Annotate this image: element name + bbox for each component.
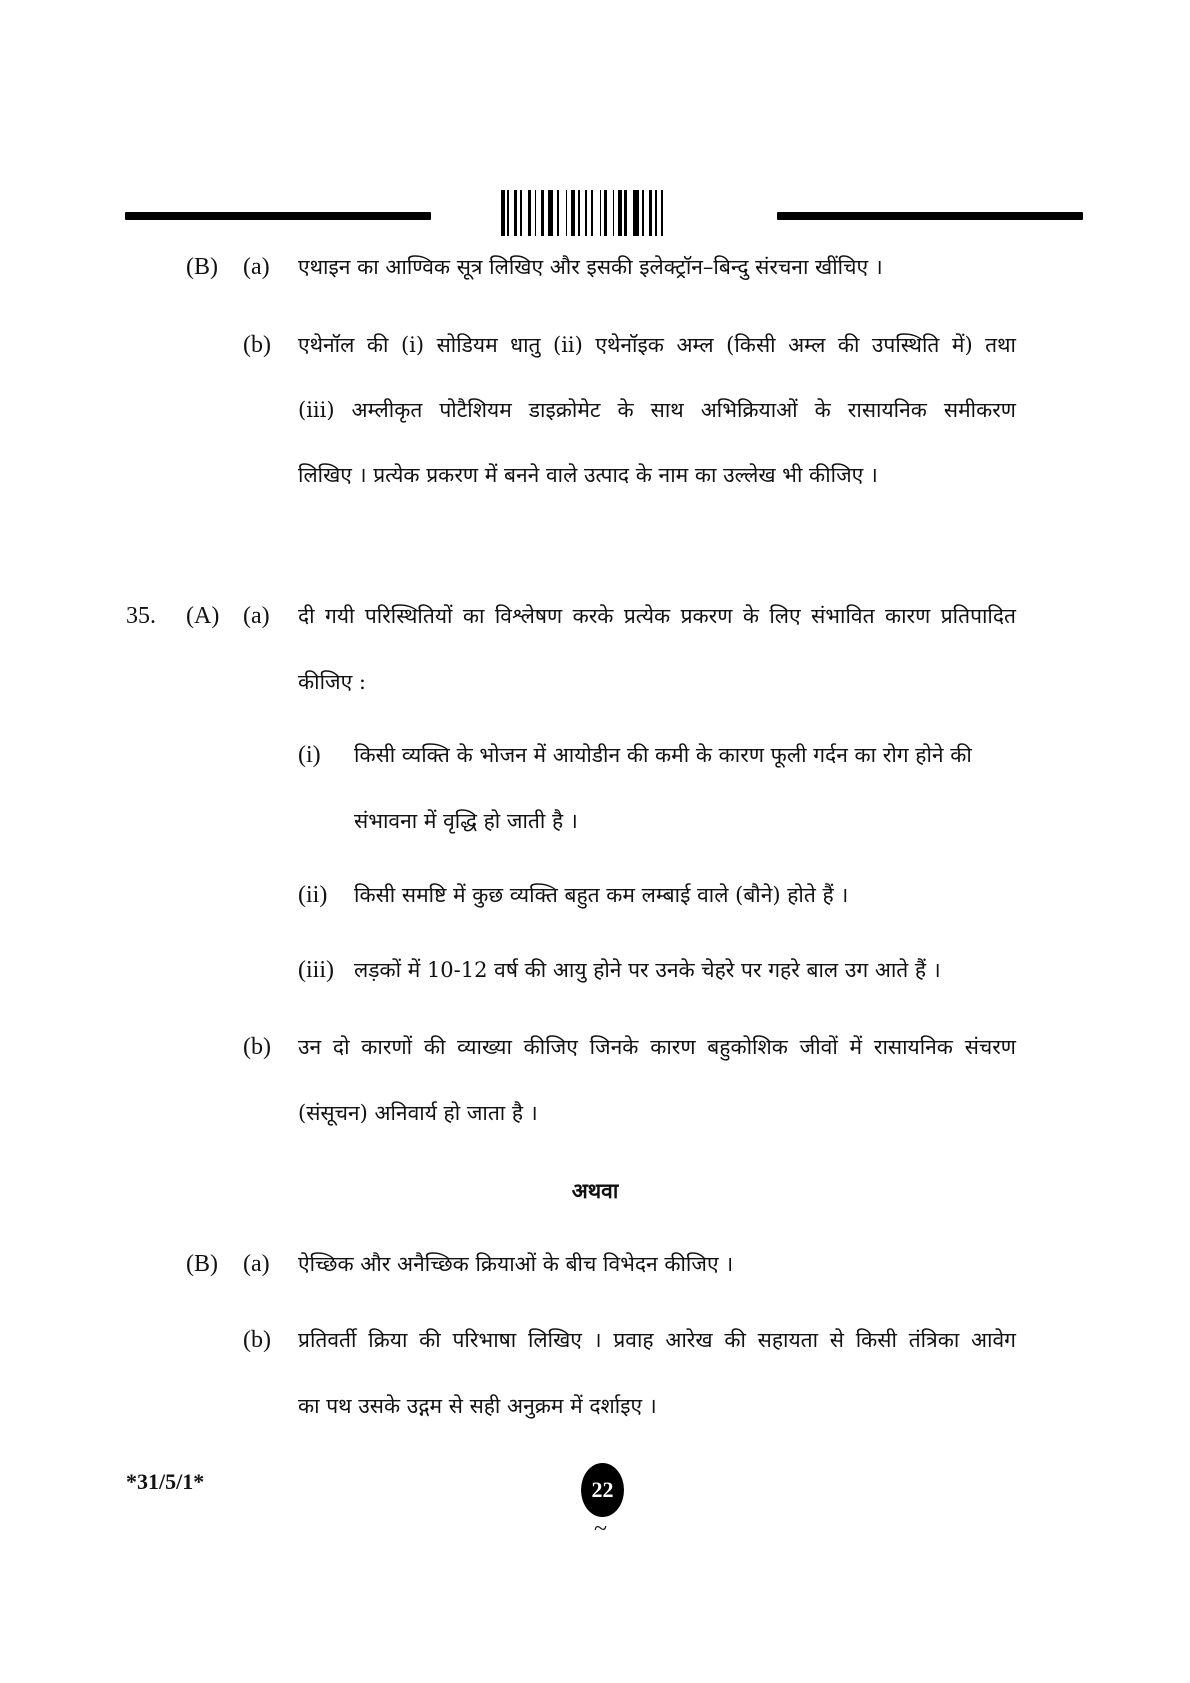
question-text-line: लिखिए । प्रत्येक प्रकरण में बनने वाले उत्पाद के नाम का उल्लेख भी कीजिए । bbox=[298, 463, 878, 487]
question-text-line: दी गयी परिस्थितियों का विश्लेषण करके प्रत्येक प्रकरण के लिए संभावित कारण प्रतिपादित bbox=[298, 604, 1016, 628]
part-label: (b) bbox=[243, 1327, 271, 1353]
sub-item-label: (i) bbox=[298, 742, 321, 768]
question-text-line: प्रतिवर्ती क्रिया की परिभाषा लिखिए । प्रवाह आरेख की सहायता से किसी तंत्रिका आवेग bbox=[298, 1328, 1016, 1352]
part-label: (a) bbox=[243, 603, 270, 629]
sub-item-text-line: किसी समष्टि में कुछ व्यक्ति बहुत कम लम्बाई वाले (बौने) होते हैं । bbox=[354, 883, 849, 907]
question-text-line: एथेनॉल की (i) सोडियम धातु (ii) एथेनॉइक अम्ल (किसी अम्ल की उपस्थिति में) तथा bbox=[298, 333, 1016, 357]
question-text-line: कीजिए : bbox=[298, 670, 366, 694]
part-label: (a) bbox=[243, 1251, 270, 1277]
option-label: (B) bbox=[186, 254, 218, 280]
part-label: (a) bbox=[243, 254, 270, 280]
question-text-line: (iii) अम्लीकृत पोटैशियम डाइक्रोमेट के साथ अभिक्रियाओं के रासायनिक समीकरण bbox=[298, 398, 1016, 422]
option-label: (A) bbox=[186, 603, 220, 629]
sub-item-label: (ii) bbox=[298, 882, 328, 908]
barcode-gap bbox=[663, 190, 668, 236]
part-label: (b) bbox=[243, 1034, 271, 1060]
question-text: ऐच्छिक और अनैच्छिक क्रियाओं के बीच विभेदन कीजिए । bbox=[298, 1252, 734, 1276]
part-label: (b) bbox=[243, 332, 271, 358]
tilde-mark: ~ bbox=[594, 1516, 607, 1542]
sub-item-label: (iii) bbox=[298, 957, 334, 983]
sub-item-text-line: लड़कों में 10-12 वर्ष की आयु होने पर उनके चेहरे पर गहरे बाल उग आते हैं । bbox=[354, 958, 941, 982]
sub-item-text-line: किसी व्यक्ति के भोजन में आयोडीन की कमी के कारण फूली गर्दन का रोग होने की bbox=[354, 743, 972, 767]
barcode bbox=[501, 190, 693, 236]
paper-code: *31/5/1* bbox=[126, 1469, 205, 1494]
header-rule-right bbox=[777, 212, 1083, 220]
question-text-line: का पथ उसके उद्गम से सही अनुक्रम में दर्शाइए । bbox=[298, 1394, 657, 1418]
page-number: 22 bbox=[591, 1477, 614, 1502]
page-number-badge bbox=[581, 1463, 624, 1517]
question-number: 35. bbox=[126, 603, 156, 629]
question-text: एथाइन का आण्विक सूत्र लिखिए और इसकी इलेक्ट्रॉन–बिन्दु संरचना खींचिए । bbox=[298, 255, 883, 279]
option-label: (B) bbox=[186, 1251, 218, 1277]
or-separator: अथवा bbox=[571, 1178, 619, 1203]
question-text-line: उन दो कारणों की व्याख्या कीजिए जिनके कारण बहुकोशिक जीवों में रासायनिक संचरण bbox=[298, 1035, 1016, 1059]
sub-item-text-line: संभावना में वृद्धि हो जाती है । bbox=[354, 809, 578, 833]
header-rule-left bbox=[125, 212, 431, 220]
question-text-line: (संसूचन) अनिवार्य हो जाता है । bbox=[298, 1101, 538, 1125]
